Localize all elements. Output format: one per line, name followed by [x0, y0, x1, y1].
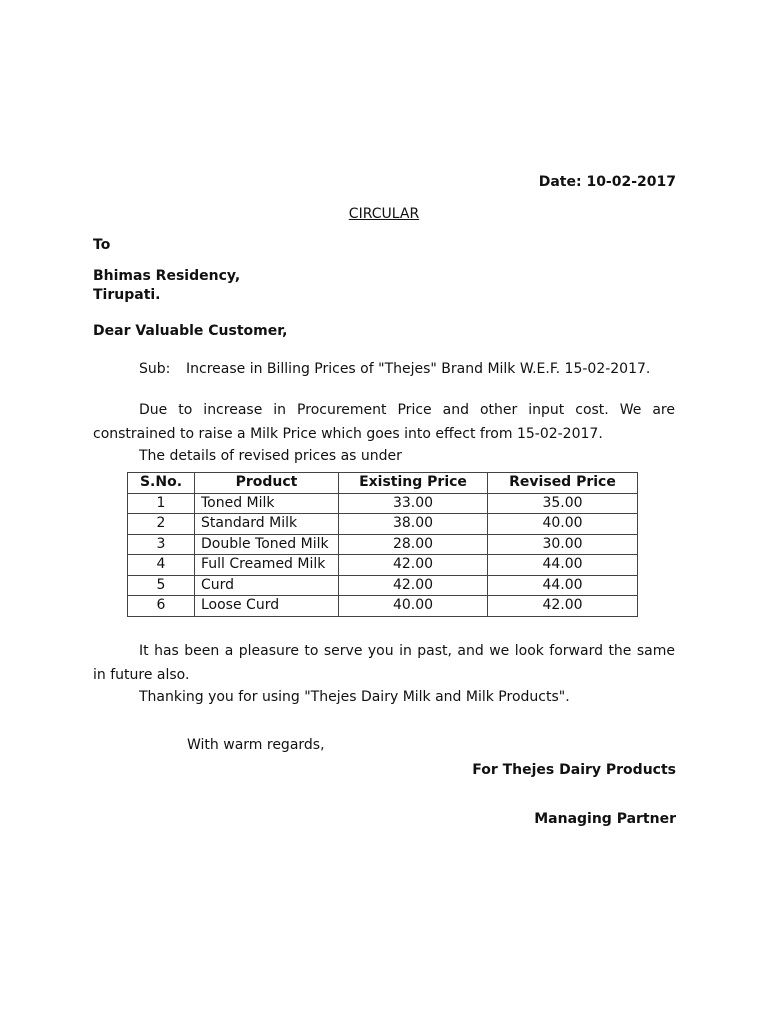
header-existing-price: Existing Price	[339, 473, 488, 494]
body-paragraph-1: Due to increase in Procurement Price and other input cost. We are constrained to raise a Milk Price which goes into effect from 15-02-2017.	[93, 402, 675, 442]
header-sno: S.No.	[128, 473, 195, 494]
cell-revised-price: 44.00	[488, 575, 638, 596]
subject-line	[139, 361, 650, 377]
price-table	[127, 472, 638, 617]
signatory-title: Managing Partner	[534, 811, 676, 827]
closing-regards: With warm regards,	[187, 737, 325, 753]
table-row	[128, 534, 638, 555]
cell-existing-price: 33.00	[339, 493, 488, 514]
table-row	[128, 493, 638, 514]
address-line-1: Bhimas Residency,	[93, 268, 241, 284]
circular-title: CIRCULAR	[348, 206, 420, 222]
details-intro: The details of revised prices as under	[139, 448, 402, 464]
letter-date: Date: 10-02-2017	[538, 174, 676, 190]
cell-existing-price: 42.00	[339, 555, 488, 576]
cell-existing-price: 42.00	[339, 575, 488, 596]
header-product: Product	[195, 473, 339, 494]
thanks-line: Thanking you for using "Thejes Dairy Milk and Milk Products".	[139, 689, 570, 705]
company-name: For Thejes Dairy Products	[472, 762, 676, 778]
addressee-to: To	[93, 237, 111, 253]
salutation: Dear Valuable Customer,	[93, 323, 288, 339]
cell-existing-price: 38.00	[339, 514, 488, 535]
cell-product: Full Creamed Milk	[195, 555, 339, 576]
table-row	[128, 514, 638, 535]
cell-revised-price: 35.00	[488, 493, 638, 514]
header-revised-price: Revised Price	[488, 473, 638, 494]
cell-revised-price: 42.00	[488, 596, 638, 617]
body-paragraph-2: It has been a pleasure to serve you in past, and we look forward the same in future also.	[93, 643, 675, 683]
cell-revised-price: 44.00	[488, 555, 638, 576]
table-row	[128, 575, 638, 596]
cell-sno: 5	[128, 575, 195, 596]
cell-existing-price: 28.00	[339, 534, 488, 555]
table-row	[128, 555, 638, 576]
cell-existing-price: 40.00	[339, 596, 488, 617]
cell-sno: 2	[128, 514, 195, 535]
table-row	[128, 596, 638, 617]
cell-product: Double Toned Milk	[195, 534, 339, 555]
cell-product: Loose Curd	[195, 596, 339, 617]
cell-revised-price: 40.00	[488, 514, 638, 535]
cell-sno: 1	[128, 493, 195, 514]
subject-label: Sub:	[139, 361, 171, 377]
cell-product: Toned Milk	[195, 493, 339, 514]
cell-revised-price: 30.00	[488, 534, 638, 555]
cell-product: Curd	[195, 575, 339, 596]
address-line-2: Tirupati.	[93, 287, 161, 303]
subject-text: Increase in Billing Prices of "Thejes" Brand Milk W.E.F. 15-02-2017.	[186, 361, 651, 377]
cell-product: Standard Milk	[195, 514, 339, 535]
cell-sno: 6	[128, 596, 195, 617]
cell-sno: 3	[128, 534, 195, 555]
cell-sno: 4	[128, 555, 195, 576]
table-header-row	[128, 473, 638, 494]
